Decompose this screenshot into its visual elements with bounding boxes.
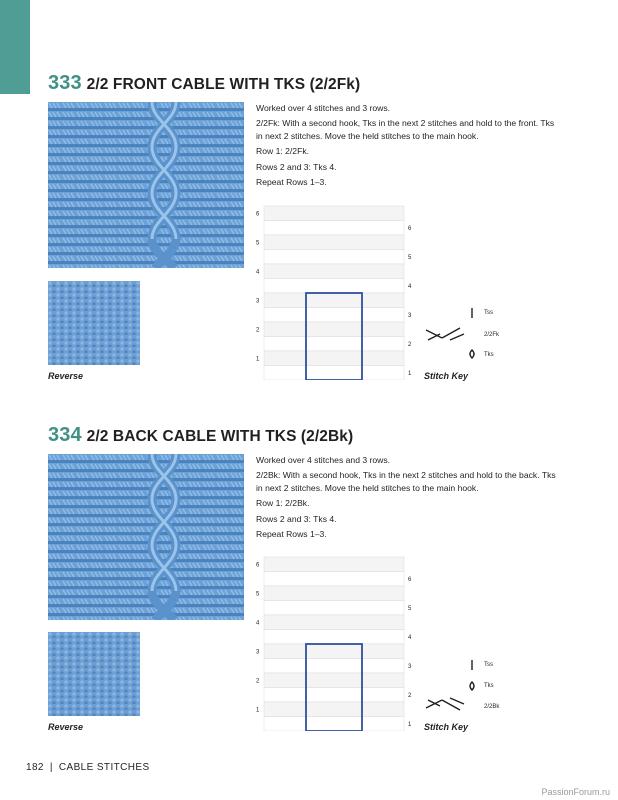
chart-cell-row — [264, 337, 404, 352]
instruction-line: Rows 2 and 3: Tks 4. — [256, 161, 337, 172]
swatch-front-reverse-texture — [48, 281, 140, 365]
row-number-left: 6 — [256, 211, 260, 218]
stitch-chart-334 — [254, 555, 422, 736]
row-number-right: 1 — [408, 370, 412, 377]
chart-cell-row — [264, 688, 404, 703]
chart-cell-row — [264, 351, 404, 366]
chart-cell-row — [264, 586, 404, 601]
row-number-left: 2 — [256, 678, 260, 685]
section-number: 334 — [48, 424, 82, 446]
page-footer — [26, 762, 150, 773]
tks-icon — [470, 350, 474, 358]
footer-separator: | — [49, 762, 53, 773]
chart-cell-row — [264, 702, 404, 717]
swatch-back-image — [48, 454, 244, 620]
chart-cell-row — [264, 250, 404, 265]
instruction-line: Row 1: 2/2Bk. — [256, 498, 310, 509]
swatch-front-texture — [48, 102, 244, 268]
swatch-back-texture — [48, 454, 244, 620]
row-number-right: 3 — [408, 663, 412, 670]
chart-cell-row — [264, 630, 404, 645]
section-heading: 2/2 FRONT CABLE WITH TKS (2/2Fk) — [86, 76, 361, 93]
chart-cell-row — [264, 206, 404, 221]
key-label-tks: Tks — [484, 352, 494, 358]
chart-cell-row — [264, 572, 404, 587]
chart-cell-row — [264, 644, 404, 659]
stitch-chart-svg — [254, 204, 422, 380]
stitch-chart-333 — [254, 204, 422, 385]
stitch-chart-svg — [254, 555, 422, 731]
chart-cell-row — [264, 557, 404, 572]
row-number-right: 3 — [408, 312, 412, 319]
row-number-left: 4 — [256, 269, 260, 276]
instruction-line: 2/2Fk: With a second hook, Tks in the next 2 stitches and hold to the front. Tks in next 2 stitches. Move the held stitches to the main hook. — [256, 118, 555, 141]
instruction-line: Repeat Rows 1–3. — [256, 529, 327, 540]
key-label-tks: Tks — [484, 683, 494, 689]
swatch-front-reverse-image — [48, 281, 140, 365]
reverse-caption: Reverse — [48, 371, 84, 381]
instruction-line: Rows 2 and 3: Tks 4. — [256, 513, 337, 524]
key-label-tss: Tss — [484, 310, 493, 316]
instruction-line: 2/2Bk: With a second hook, Tks in the next 2 stitches and hold to the back. Tks in next 2 stitches. Move the held stitches to the main hook. — [256, 470, 556, 493]
row-number-right: 4 — [408, 634, 412, 641]
page-number: 182 — [26, 762, 44, 773]
chart-cell-row — [264, 615, 404, 630]
row-number-right: 2 — [408, 341, 412, 348]
row-number-left: 2 — [256, 327, 260, 334]
row-number-left: 3 — [256, 649, 260, 656]
chart-cell-row — [264, 659, 404, 674]
instruction-line: Row 1: 2/2Fk. — [256, 146, 310, 157]
row-number-left: 1 — [256, 707, 260, 714]
key-label-tss: Tss — [484, 662, 493, 668]
swatch-back-reverse-image — [48, 632, 140, 716]
row-number-right: 6 — [408, 576, 412, 583]
stitch-key-title: Stitch Key — [424, 371, 469, 381]
chapter-name: CABLE STITCHES — [58, 762, 150, 773]
chart-cell-row — [264, 221, 404, 236]
section-334-instructions — [256, 454, 556, 543]
chart-cell-row — [264, 673, 404, 688]
instruction-line: Worked over 4 stitches and 3 rows. — [256, 103, 391, 113]
back-cable-icon — [426, 698, 464, 710]
row-number-left: 6 — [256, 562, 260, 569]
key-label-2-2bk: 2/2Bk — [484, 704, 500, 710]
row-number-left: 5 — [256, 240, 260, 247]
chart-cell-row — [264, 235, 404, 250]
chart-cell-row — [264, 322, 404, 337]
chart-cell-row — [264, 293, 404, 308]
chart-cell-row — [264, 717, 404, 732]
section-333-instructions — [256, 102, 556, 191]
chapter-tab — [0, 0, 30, 94]
key-label-2-2fk: 2/2Fk — [484, 332, 500, 338]
section-334-title — [48, 424, 353, 447]
tks-icon — [470, 682, 474, 690]
row-number-left: 3 — [256, 298, 260, 305]
row-number-right: 5 — [408, 254, 412, 261]
instruction-line: Repeat Rows 1–3. — [256, 177, 327, 188]
row-number-left: 1 — [256, 356, 260, 363]
swatch-front-image — [48, 102, 244, 268]
row-number-right: 6 — [408, 225, 412, 232]
chart-cell-row — [264, 308, 404, 323]
chart-cell-row — [264, 366, 404, 381]
reverse-caption: Reverse — [48, 722, 84, 732]
row-number-right: 1 — [408, 721, 412, 728]
section-heading: 2/2 BACK CABLE WITH TKS (2/2Bk) — [86, 428, 354, 445]
watermark: PassionForum.ru — [541, 787, 610, 797]
row-number-left: 5 — [256, 591, 260, 598]
chart-cell-row — [264, 601, 404, 616]
chart-cell-row — [264, 264, 404, 279]
instruction-line: Worked over 4 stitches and 3 rows. — [256, 455, 391, 465]
section-number: 333 — [48, 72, 82, 94]
section-333-title — [48, 72, 360, 95]
swatch-back-reverse-texture — [48, 632, 140, 716]
row-number-right: 2 — [408, 692, 412, 699]
front-cable-icon — [426, 328, 464, 340]
row-number-right: 4 — [408, 283, 412, 290]
row-number-left: 4 — [256, 620, 260, 627]
row-number-right: 5 — [408, 605, 412, 612]
stitch-key-title: Stitch Key — [424, 722, 469, 732]
chart-cell-row — [264, 279, 404, 294]
